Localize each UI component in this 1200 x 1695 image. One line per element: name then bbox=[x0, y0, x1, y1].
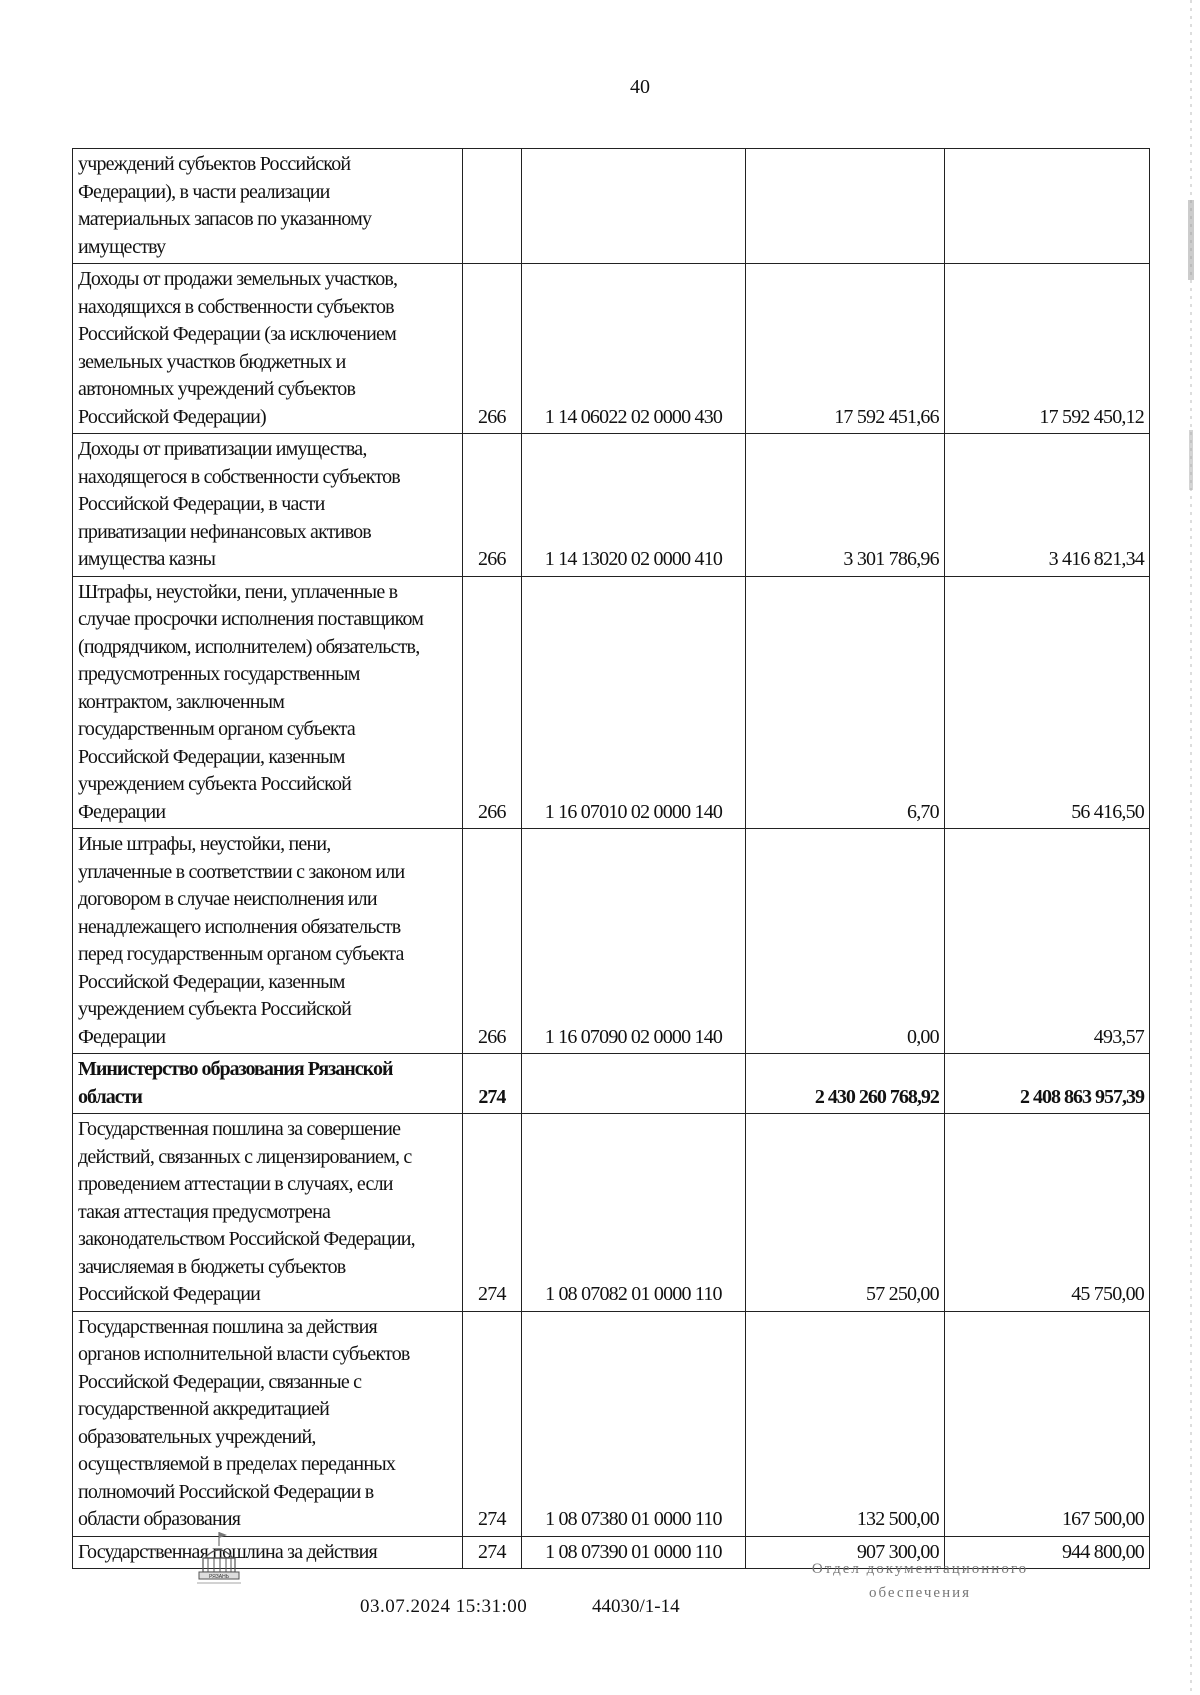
income-name: Доходы от продажи земельных участков, находящихся в собственности субъектов Российской Федерации (за исключением земельных участков бюджетных и автономных учреждений субъектов Российской Федерации) bbox=[78, 268, 398, 428]
actual-amount-cell: 45 750,00 bbox=[944, 1114, 1149, 1312]
income-name-cell bbox=[73, 829, 463, 1054]
page-number: 40 bbox=[630, 76, 650, 98]
income-name-cell bbox=[73, 1536, 463, 1569]
income-name: Штрафы, неустойки, пени, уплаченные в случае просрочки исполнения поставщиком (подрядчиком, исполнителем) обязательств, предусмотренных государственным контрактом, заключенным государственным органом субъекта Российской Федерации, казенным учреждением субъекта Российской Федерации bbox=[78, 580, 424, 823]
table-row bbox=[73, 576, 1150, 829]
income-name-cell bbox=[73, 149, 463, 264]
plan-amount-cell: 6,70 bbox=[746, 576, 945, 829]
plan-amount-cell: 907 300,00 bbox=[746, 1536, 945, 1569]
admin-code-cell: 266 bbox=[462, 434, 521, 577]
table-row bbox=[73, 264, 1150, 434]
income-name: учреждений субъектов Российской Федерации), в части реализации материальных запасов по указанному имуществу bbox=[78, 153, 372, 258]
stamp-line-1: Отдел документационного bbox=[811, 1561, 1029, 1577]
income-name: Доходы от приватизации имущества, находящегося в собственности субъектов Российской Федерации, в части приватизации нефинансовых активов имущества казны bbox=[78, 438, 400, 570]
admin-code-cell: 274 bbox=[462, 1536, 521, 1569]
footer-timestamp: 03.07.2024 15:31:00 bbox=[360, 1596, 528, 1617]
actual-amount-cell: 17 592 450,12 bbox=[944, 264, 1149, 434]
admin-code-cell bbox=[462, 149, 521, 264]
actual-amount-cell bbox=[944, 149, 1149, 264]
table-row bbox=[73, 1114, 1150, 1312]
income-name-cell bbox=[73, 434, 463, 577]
budget-code-cell: 1 14 13020 02 0000 410 bbox=[521, 434, 745, 577]
revenue-table bbox=[72, 148, 1150, 1569]
budget-code-cell: 1 14 06022 02 0000 430 bbox=[521, 264, 745, 434]
admin-code-cell: 274 bbox=[462, 1054, 521, 1114]
income-name-cell bbox=[73, 1114, 463, 1312]
actual-amount-cell: 3 416 821,34 bbox=[944, 434, 1149, 577]
actual-amount-cell: 2 408 863 957,39 bbox=[944, 1054, 1149, 1114]
emblem-logo-icon bbox=[195, 1530, 249, 1590]
actual-amount-cell: 493,57 bbox=[944, 829, 1149, 1054]
table-row bbox=[73, 149, 1150, 264]
budget-code-cell: 1 08 07082 01 0000 110 bbox=[521, 1114, 745, 1312]
budget-code-cell bbox=[521, 149, 745, 264]
income-name: Министерство образования Рязанской области bbox=[78, 1058, 393, 1108]
plan-amount-cell: 57 250,00 bbox=[746, 1114, 945, 1312]
admin-code-cell: 266 bbox=[462, 264, 521, 434]
income-name: Государственная пошлина за действия органов исполнительной власти субъектов Российской Федерации, связанные с государственной аккредитацией образовательных учреждений, осуществляемой в пределах переданных полномочий Российской Федерации в области образования bbox=[78, 1315, 410, 1530]
income-name: Государственная пошлина за совершение действий, связанных с лицензированием, с проведением аттестации в случаях, если такая аттестация предусмотрена законодательством Российской Федерации, зачисляемая в бюджеты субъектов Российской Федерации bbox=[78, 1118, 415, 1305]
budget-code-cell: 1 08 07380 01 0000 110 bbox=[521, 1311, 745, 1536]
table-row bbox=[73, 1054, 1150, 1114]
plan-amount-cell: 0,00 bbox=[746, 829, 945, 1054]
actual-amount-cell: 944 800,00 bbox=[944, 1536, 1149, 1569]
admin-code-cell: 266 bbox=[462, 829, 521, 1054]
budget-code-cell bbox=[521, 1054, 745, 1114]
budget-code-cell: 1 08 07390 01 0000 110 bbox=[521, 1536, 745, 1569]
income-name: Иные штрафы, неустойки, пени, уплаченные в соответствии с законом или договором в случае неисполнения или ненадлежащего исполнения обязательств перед государственным органом субъекта Российской Федерации, казенным учреждением субъекта Российской Федерации bbox=[78, 833, 405, 1048]
admin-code-cell: 266 bbox=[462, 576, 521, 829]
department-stamp bbox=[770, 1557, 1070, 1605]
table-row bbox=[73, 1311, 1150, 1536]
actual-amount-cell: 167 500,00 bbox=[944, 1311, 1149, 1536]
plan-amount-cell: 3 301 786,96 bbox=[746, 434, 945, 577]
revenue-table-body bbox=[73, 149, 1150, 1569]
income-name-cell bbox=[73, 264, 463, 434]
scan-edge-artifact bbox=[1184, 0, 1198, 1695]
plan-amount-cell: 132 500,00 bbox=[746, 1311, 945, 1536]
logo-text: РЯЗАНЬ bbox=[208, 1574, 230, 1580]
plan-amount-cell: 2 430 260 768,92 bbox=[746, 1054, 945, 1114]
actual-amount-cell: 56 416,50 bbox=[944, 576, 1149, 829]
admin-code-cell: 274 bbox=[462, 1114, 521, 1312]
income-name: Государственная пошлина за действия bbox=[78, 1540, 377, 1563]
plan-amount-cell: 17 592 451,66 bbox=[746, 264, 945, 434]
budget-code-cell: 1 16 07010 02 0000 140 bbox=[521, 576, 745, 829]
admin-code-cell: 274 bbox=[462, 1311, 521, 1536]
income-name-cell bbox=[73, 576, 463, 829]
income-name-cell bbox=[73, 1311, 463, 1536]
table-row bbox=[73, 434, 1150, 577]
budget-code-cell: 1 16 07090 02 0000 140 bbox=[521, 829, 745, 1054]
footer-document-number: 44030/1-14 bbox=[592, 1596, 680, 1617]
stamp-line-2: обеспечения bbox=[868, 1585, 972, 1601]
income-name-cell bbox=[73, 1054, 463, 1114]
table-row bbox=[73, 829, 1150, 1054]
plan-amount-cell bbox=[746, 149, 945, 264]
